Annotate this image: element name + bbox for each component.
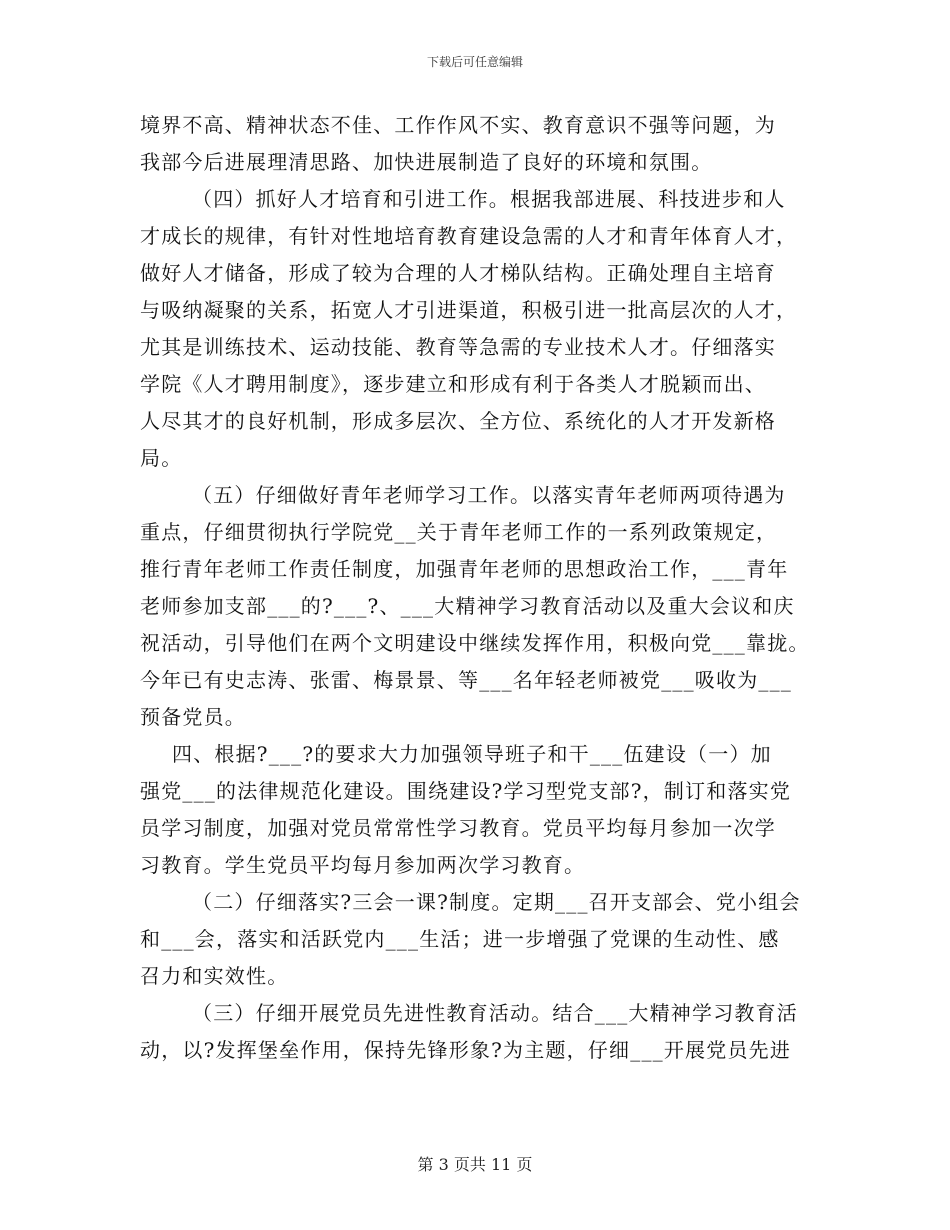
text-line: 和___会，落实和活跃党内___生活；进一步增强了党课的生动性、感 xyxy=(140,927,780,951)
text-line: 动，以?发挥堡垒作用，保持先锋形象?为主题，仔细___开展党员先进 xyxy=(140,1038,792,1062)
page-header: 下载后可任意编辑 xyxy=(426,55,523,69)
text-line: 今年已有史志涛、张雷、梅景景、等___名年轻老师被党___吸收为___ xyxy=(140,668,792,692)
text-line: 尤其是训练技术、运动技能、教育等急需的专业技术人才。仔细落实 xyxy=(140,335,776,359)
text-line: （五）仔细做好青年老师学习工作。以落实青年老师两项待遇为 xyxy=(192,483,786,507)
text-line: 做好人才储备，形成了较为合理的人才梯队结构。正确处理自主培育 xyxy=(140,261,776,285)
text-line: （四）抓好人才培育和引进工作。根据我部进展、科技进步和人 xyxy=(192,187,786,211)
text-line: 预备党员。 xyxy=(140,705,246,729)
text-line: （二）仔细落实?三会一课?制度。定期___召开支部会、党小组会 xyxy=(192,890,801,914)
text-line: 强党___的法律规范化建设。围绕建设?学习型党支部?，制订和落实党 xyxy=(140,779,792,803)
text-line: 四、根据?___?的要求大力加强领导班子和干___伍建设（一）加 xyxy=(172,742,772,766)
text-line: 推行青年老师工作责任制度，加强青年老师的思想政治工作，___青年 xyxy=(140,557,789,581)
text-line: 重点，仔细贯彻执行学院党__关于青年老师工作的一系列政策规定， xyxy=(140,520,778,544)
text-line: （三）仔细开展党员先进性教育活动。结合___大精神学习教育活 xyxy=(192,1001,798,1025)
text-line: 员学习制度，加强对党员常常性学习教育。党员平均每月参加一次学 xyxy=(140,816,776,840)
text-line: 学院《人才聘用制度》，逐步建立和形成有利于各类人才脱颖而出、 xyxy=(140,372,766,396)
text-line: 才成长的规律，有针对性地培育教育建设急需的人才和青年体育人才， xyxy=(140,224,798,248)
page-number: 第 3 页共 11 页 xyxy=(417,1155,533,1174)
text-line: 召力和实效性。 xyxy=(140,964,289,988)
text-line: 习教育。学生党员平均每月参加两次学习教育。 xyxy=(140,853,586,877)
text-line: 与吸纳凝聚的关系，拓宽人才引进渠道，积极引进一批高层次的人才， xyxy=(140,298,798,322)
text-line: 境界不高、精神状态不佳、工作作风不实、教育意识不强等问题，为 xyxy=(140,113,776,137)
text-line: 老师参加支部___的?___?、___大精神学习教育活动以及重大会议和庆 xyxy=(140,594,795,618)
text-line: 局。 xyxy=(140,446,183,470)
text-line: 人尽其才的良好机制，形成多层次、全方位、系统化的人才开发新格 xyxy=(140,409,776,433)
text-line: 我部今后进展理清思路、加快进展制造了良好的环境和氛围。 xyxy=(140,150,713,174)
text-line: 祝活动，引导他们在两个文明建设中继续发挥作用，积极向党___靠拢。 xyxy=(140,631,810,655)
